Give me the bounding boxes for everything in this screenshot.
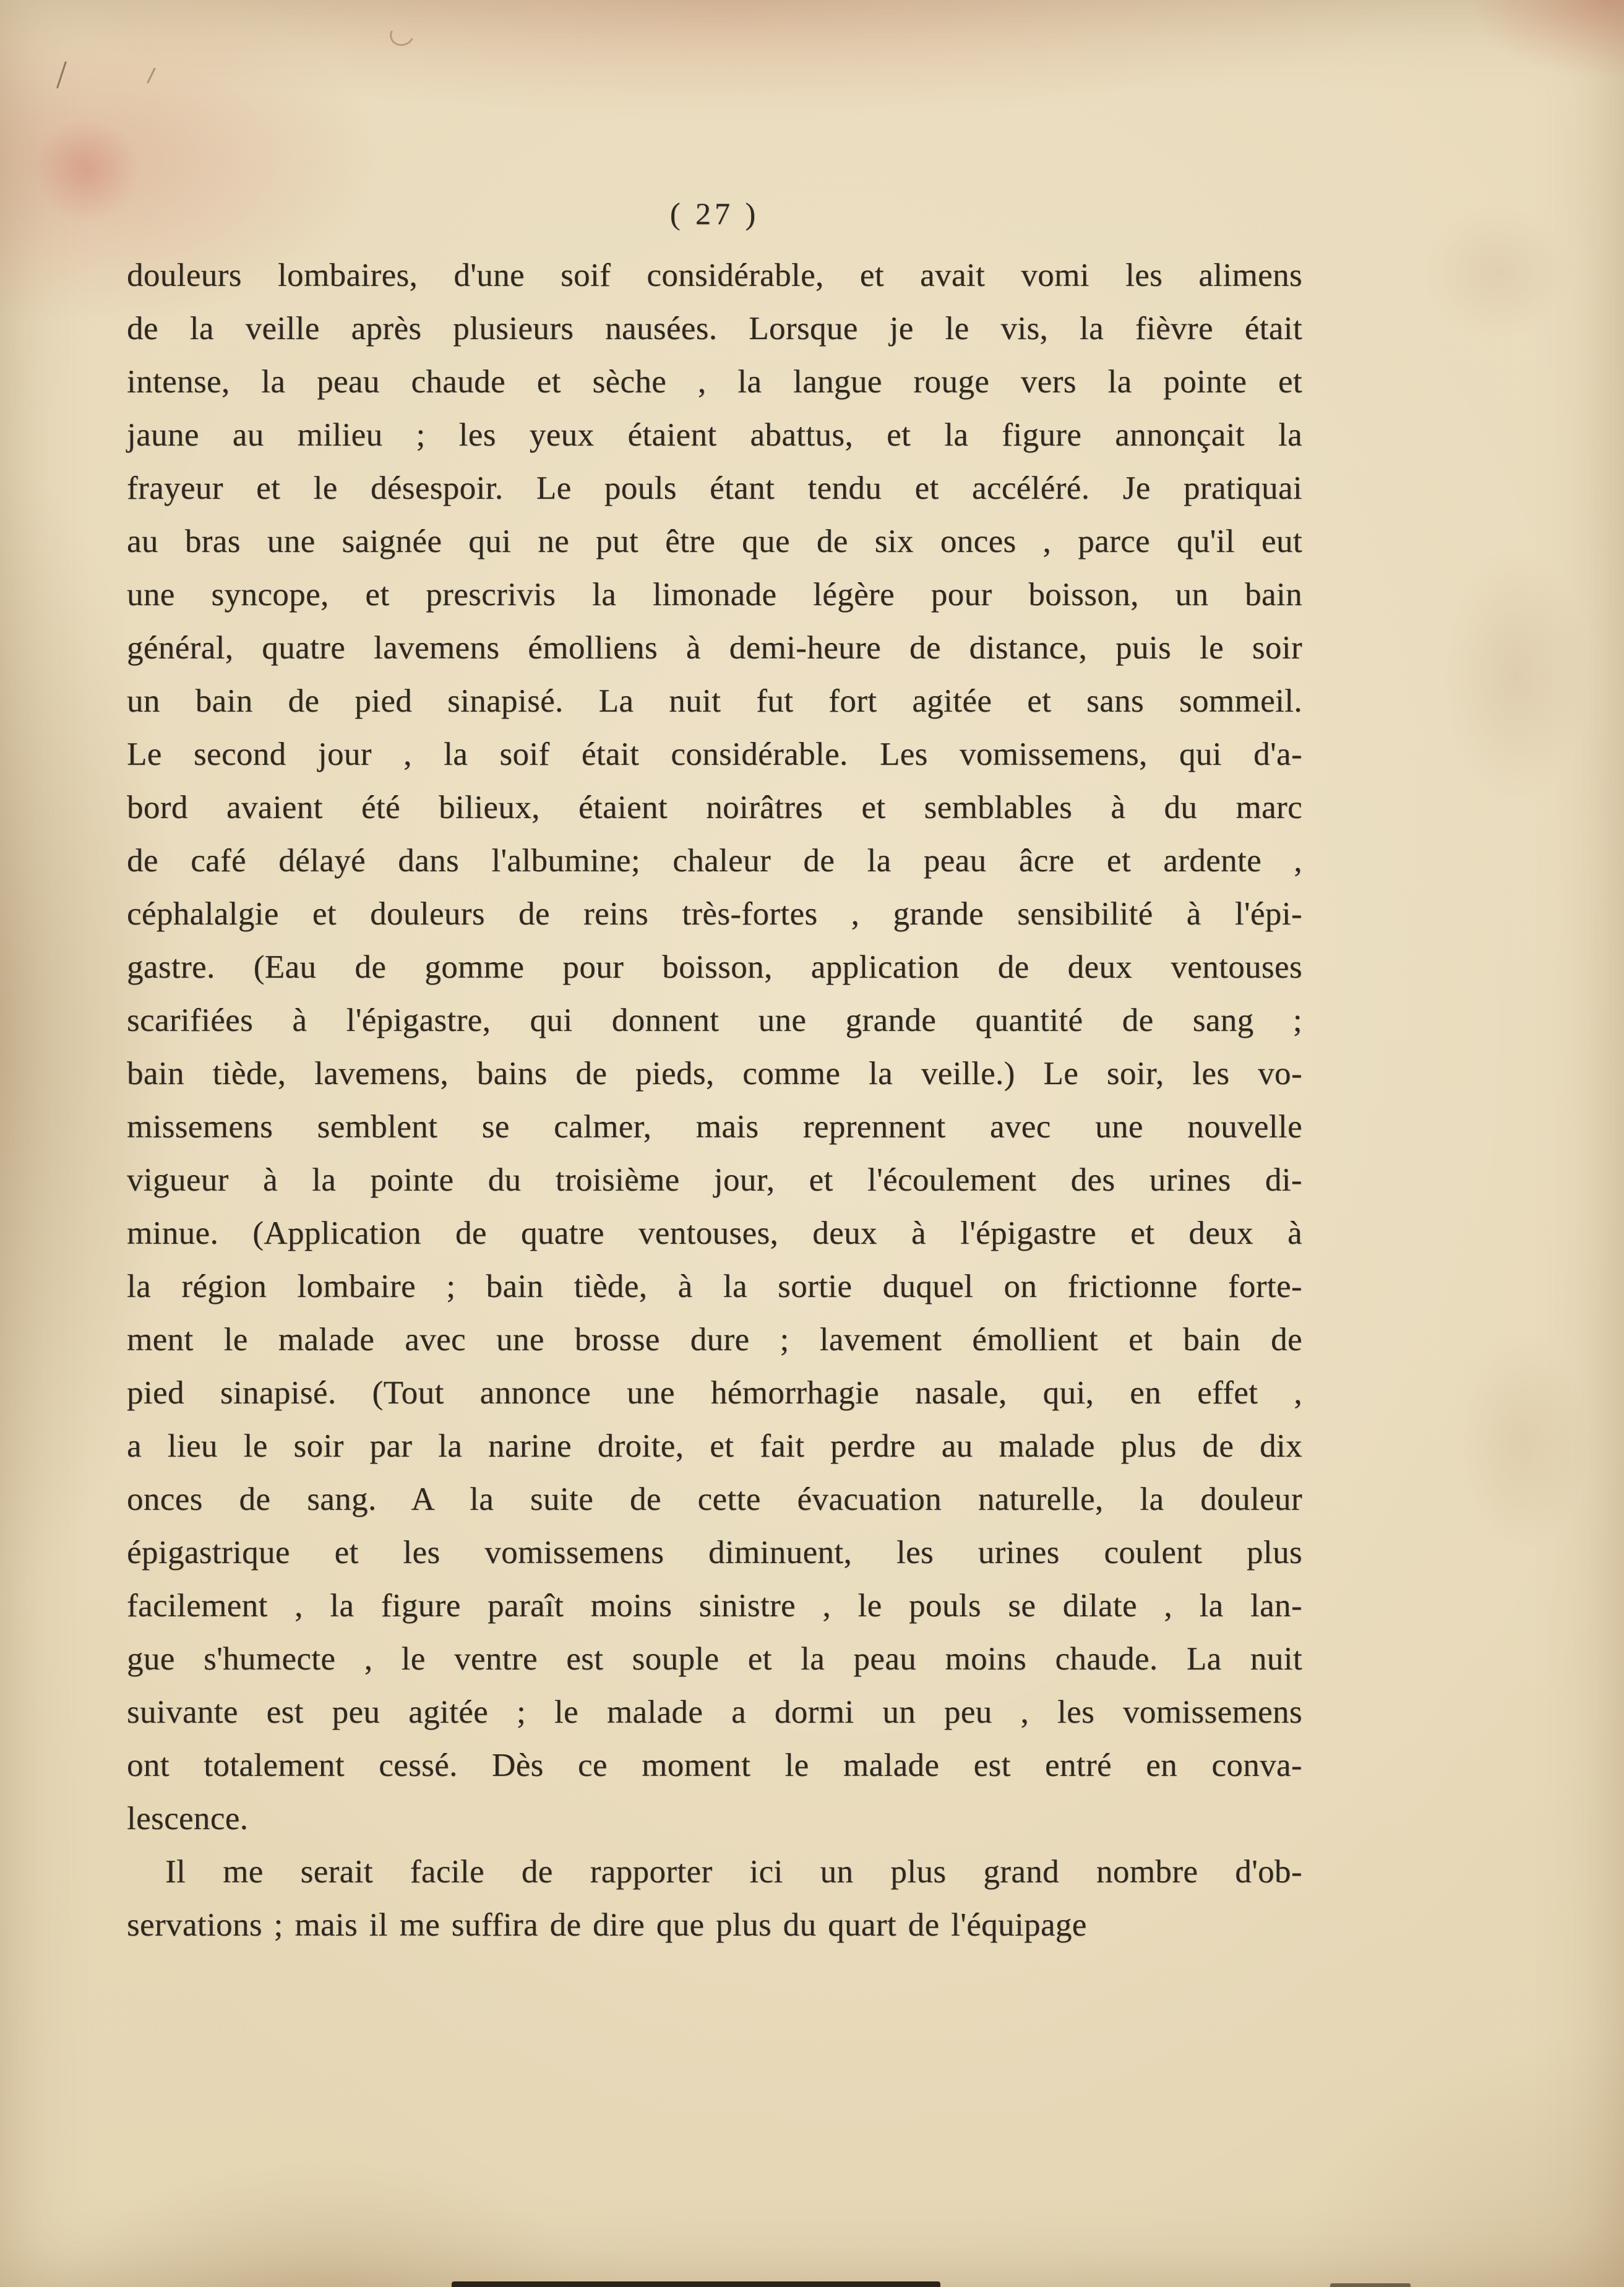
text-line: Le second jour , la soif était considérable. Les vomissemens, qui d'a- [127, 736, 1302, 772]
text-line: jaune au milieu ; les yeux étaient abattus, et la figure annonçait la [127, 417, 1302, 453]
text-line: bord avaient été bilieux, étaient noirâtres et semblables à du marc [127, 790, 1302, 825]
text-line: général, quatre lavemens émolliens à demi-heure de distance, puis le soir [127, 630, 1302, 666]
text-line: céphalalgie et douleurs de reins très-fortes , grande sensibilité à l'épi- [127, 896, 1302, 932]
text-line: scarifiées à l'épigastre, qui donnent une grande quantité de sang ; [127, 1002, 1302, 1038]
text-line: gastre. (Eau de gomme pour boisson, application de deux ventouses [127, 949, 1302, 985]
text-line: au bras une saignée qui ne put être que de six onces , parce qu'il eut [127, 523, 1302, 559]
text-line: un bain de pied sinapisé. La nuit fut fort agitée et sans sommeil. [127, 683, 1302, 719]
text-line: gue s'humecte , le ventre est souple et la peau moins chaude. La nuit [127, 1641, 1302, 1677]
text-line: une syncope, et prescrivis la limonade légère pour boisson, un bain [127, 577, 1302, 613]
paper-stain [1423, 204, 1571, 340]
scan-edge-artifact [452, 2281, 940, 2287]
text-line: la région lombaire ; bain tiède, à la sortie duquel on frictionne forte- [127, 1268, 1302, 1304]
paper-stain [1441, 545, 1590, 804]
text-line: servations ; mais il me suffira de dire que plus du quart de l'équipage [127, 1907, 1087, 1943]
text-line: ment le malade avec une brosse dure ; lavement émollient et bain de [127, 1322, 1302, 1358]
scan-edge-artifact [1330, 2283, 1411, 2287]
pen-mark [147, 67, 156, 84]
text-line: épigastrique et les vomissemens diminuent, les urines coulent plus [127, 1535, 1302, 1570]
text-line: lescence. [127, 1801, 249, 1837]
text-line: facilement , la figure paraît moins sinistre , le pouls se dilate , la lan- [127, 1588, 1302, 1624]
text-line: minue. (Application de quatre ventouses, deux à l'épigastre et deux à [127, 1215, 1302, 1251]
text-block [127, 249, 1302, 1952]
text-line: de la veille après plusieurs nausées. Lorsque je le vis, la fièvre était [127, 311, 1302, 347]
text-line: suivante est peu agitée ; le malade a dormi un peu , les vomissemens [127, 1694, 1302, 1730]
pen-mark [387, 20, 418, 50]
text-line: onces de sang. A la suite de cette évacuation naturelle, la douleur [127, 1481, 1302, 1517]
text-line: frayeur et le désespoir. Le pouls étant tendu et accéléré. Je pratiquai [127, 470, 1302, 506]
text-line: de café délayé dans l'albumine; chaleur de la peau âcre et ardente , [127, 843, 1302, 879]
text-line: douleurs lombaires, d'une soif considérable, et avait vomi les alimens [127, 257, 1302, 293]
text-line: intense, la peau chaude et sèche , la langue rouge vers la pointe et [127, 364, 1302, 400]
text-line: ont totalement cessé. Dès ce moment le malade est entré en conva- [127, 1747, 1302, 1783]
text-line: missemens semblent se calmer, mais reprennent avec une nouvelle [127, 1109, 1302, 1145]
text-line: bain tiède, lavemens, bains de pieds, comme la veille.) Le soir, les vo- [127, 1056, 1302, 1092]
page-number: ( 27 ) [669, 196, 760, 231]
text-line: vigueur à la pointe du troisième jour, et l'écoulement des urines di- [127, 1162, 1302, 1198]
paper-stain [34, 118, 139, 223]
pen-mark [56, 61, 67, 89]
text-line: pied sinapisé. (Tout annonce une hémorrhagie nasale, qui, en effet , [127, 1375, 1302, 1411]
text-line: Il me serait facile de rapporter ici un plus grand nombre d'ob- [165, 1854, 1302, 1890]
text-line: a lieu le soir par la narine droite, et fait perdre au malade plus de dix [127, 1428, 1302, 1464]
paper-stain [1454, 1330, 1590, 1553]
